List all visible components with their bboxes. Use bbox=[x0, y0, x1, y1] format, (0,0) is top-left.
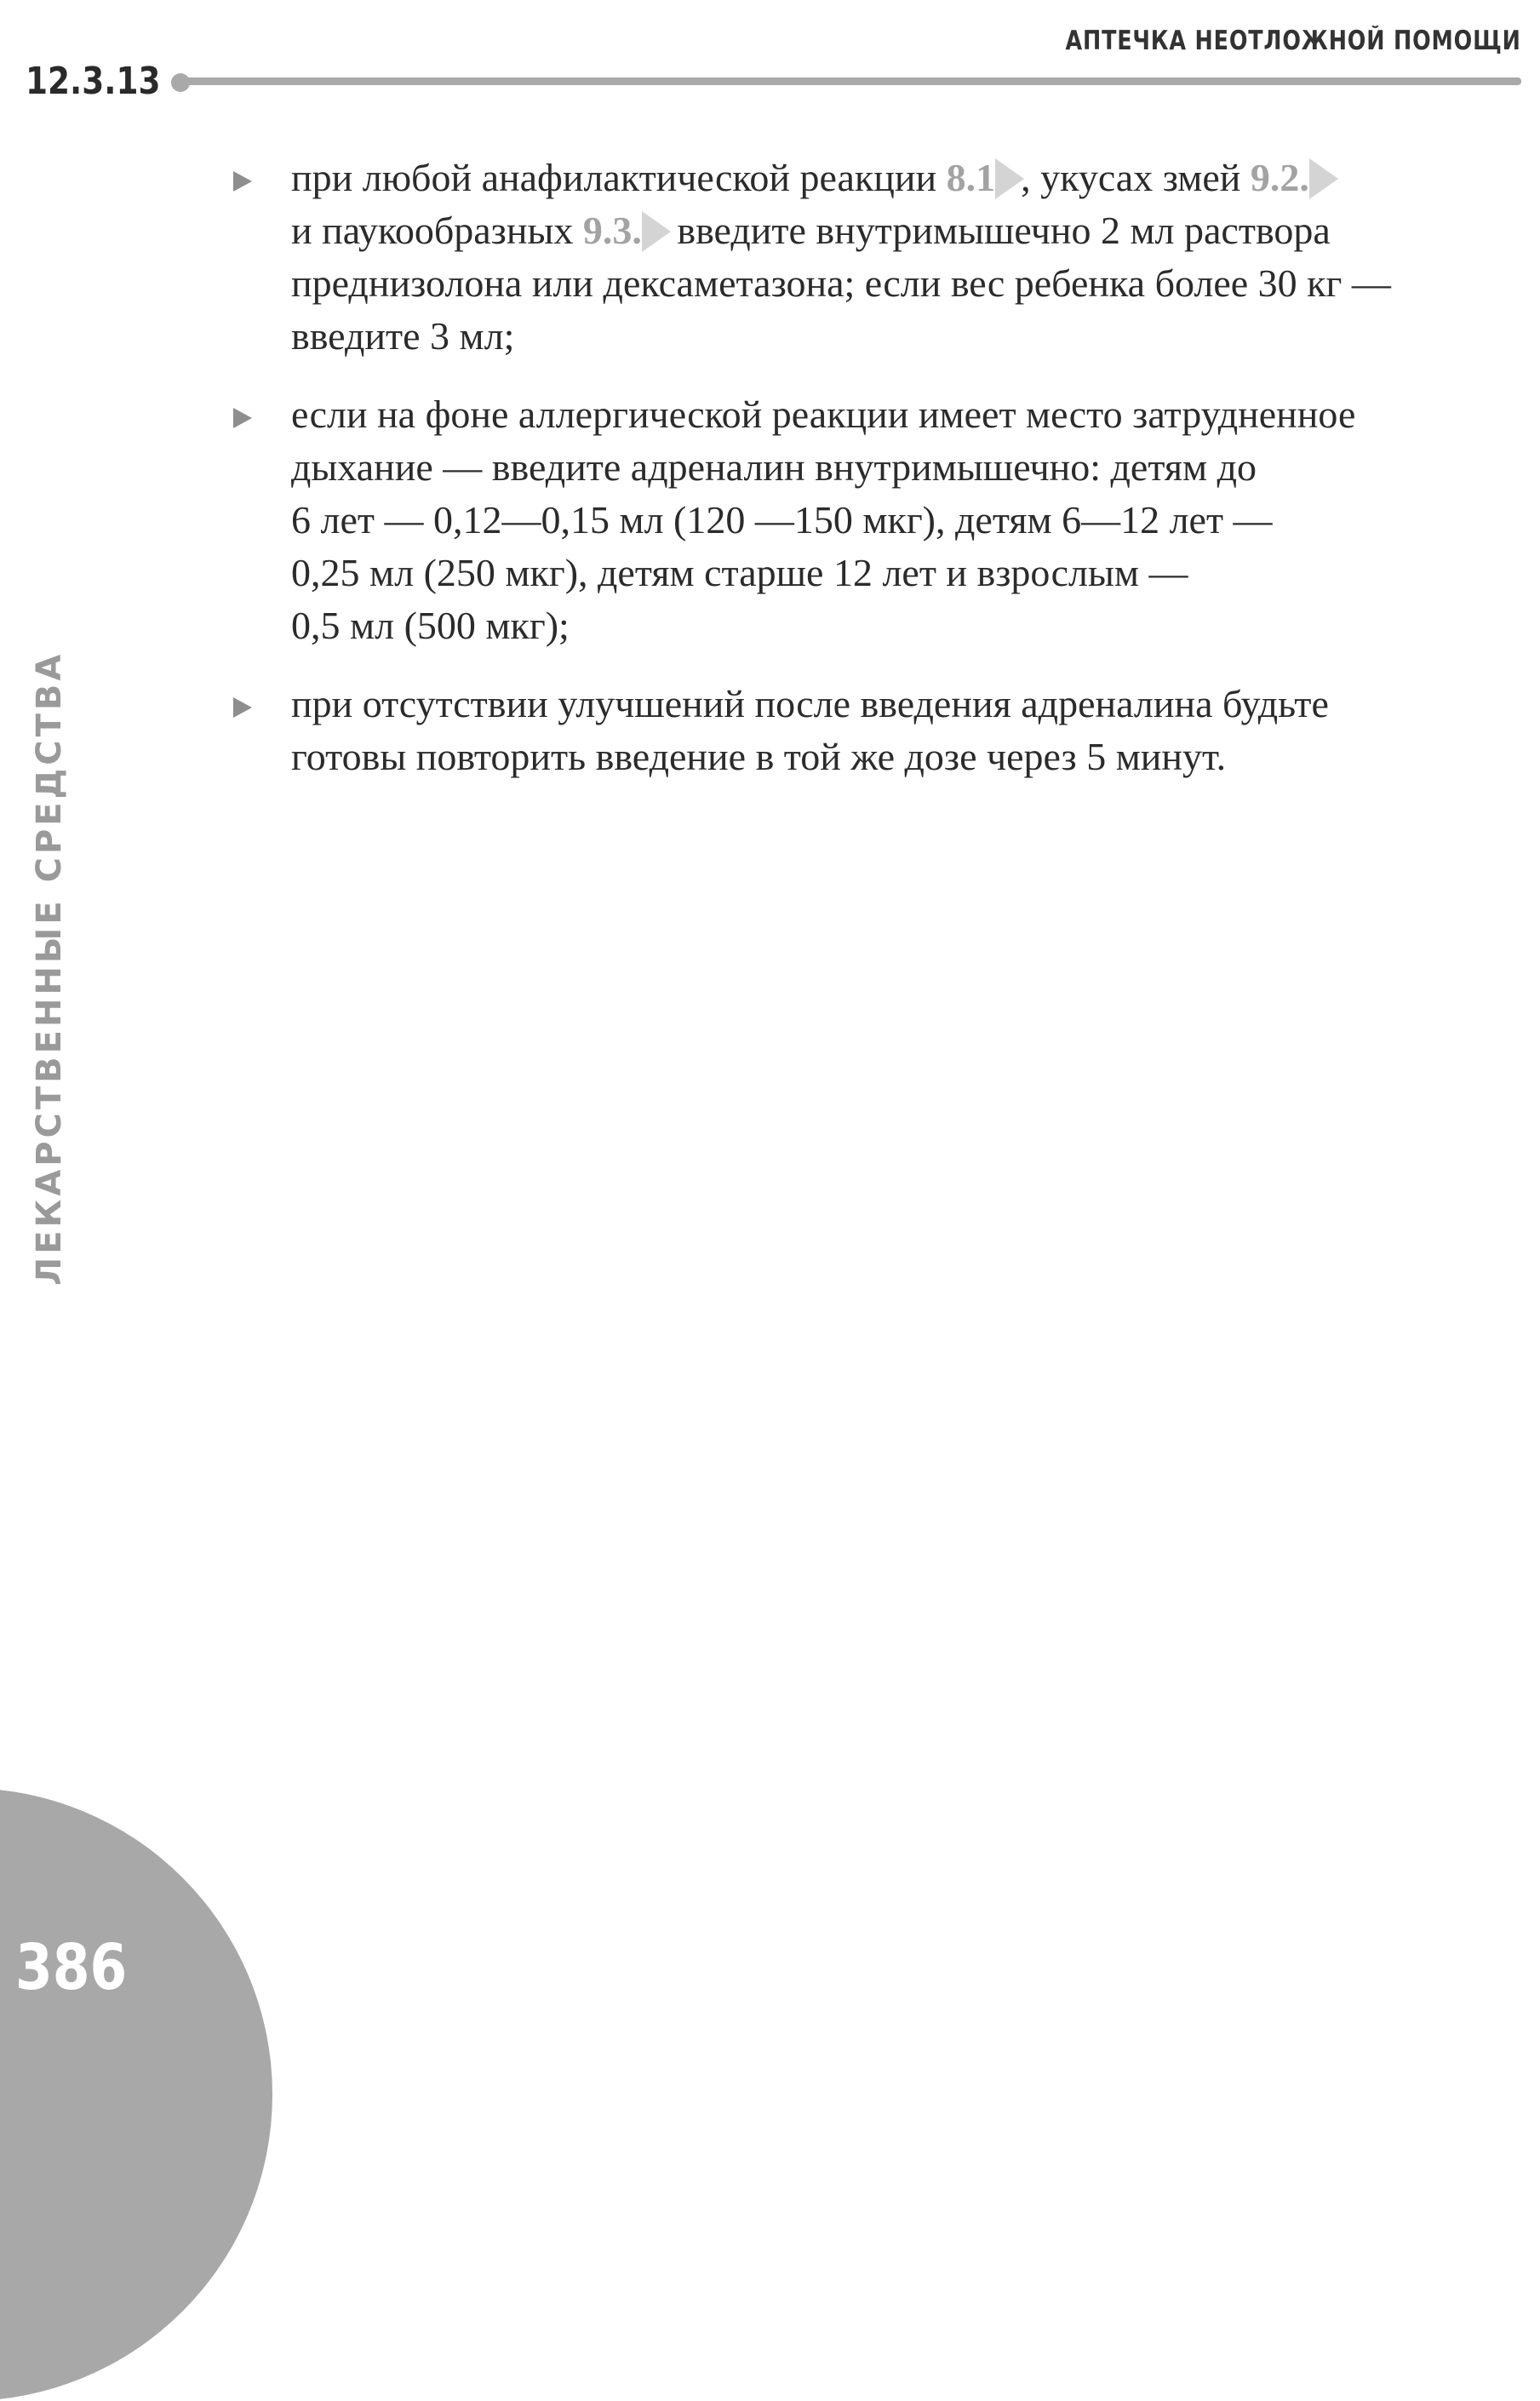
side-chapter-title: ЛЕКАРСТВЕННЫЕ СРЕДСТВА bbox=[30, 650, 69, 1286]
text-line: 0,5 мл (500 мкг); bbox=[291, 604, 570, 647]
bullet-arrow-icon bbox=[233, 171, 252, 192]
text-line: преднизолона или дексаметазона; если вес ребенка более 30 кг — bbox=[291, 261, 1391, 305]
bullet-arrow-icon bbox=[233, 408, 252, 428]
running-header-title: АПТЕЧКА НЕОТЛОЖНОЙ ПОМОЩИ bbox=[1065, 26, 1521, 56]
text-line: готовы повторить введение в той же дозе через 5 минут. bbox=[291, 735, 1227, 778]
text-line: при отсутствии улучшений после введения адреналина будьте bbox=[291, 682, 1329, 725]
text-line: дыхание — введите адреналин внутримышечно: детям до bbox=[291, 445, 1257, 489]
header-rule bbox=[183, 77, 1521, 85]
bullet-item bbox=[230, 678, 1524, 783]
text-line: 6 лет — 0,12—0,15 мл (120 —150 мкг), детям 6—12 лет — bbox=[291, 498, 1273, 542]
text-line: если на фоне аллергической реакции имеет место затрудненное bbox=[291, 393, 1356, 436]
bullet-item bbox=[230, 388, 1524, 652]
section-number: 12.3.13 bbox=[26, 60, 161, 103]
page-number: 386 bbox=[15, 1931, 128, 2004]
bullet-item bbox=[230, 152, 1524, 363]
bullet-arrow-icon bbox=[233, 697, 252, 718]
main-content bbox=[230, 152, 1524, 809]
cross-reference-link[interactable]: 9.2. bbox=[1251, 152, 1335, 204]
text-line: 0,25 мл (250 мкг), детям старше 12 лет и взрослым — bbox=[291, 551, 1188, 594]
cross-reference-link[interactable]: 9.3. bbox=[583, 204, 667, 257]
cross-reference-link[interactable]: 8.1 bbox=[947, 152, 1022, 204]
page-number-circle bbox=[0, 1788, 272, 2401]
text-line: при любой анафилактической реакции 8.1 , укусах змей 9.2. bbox=[291, 152, 1524, 204]
text-line: и паукообразных 9.3. введите внутримышечно 2 мл раствора bbox=[291, 204, 1524, 257]
text-line: введите 3 мл; bbox=[291, 314, 515, 358]
